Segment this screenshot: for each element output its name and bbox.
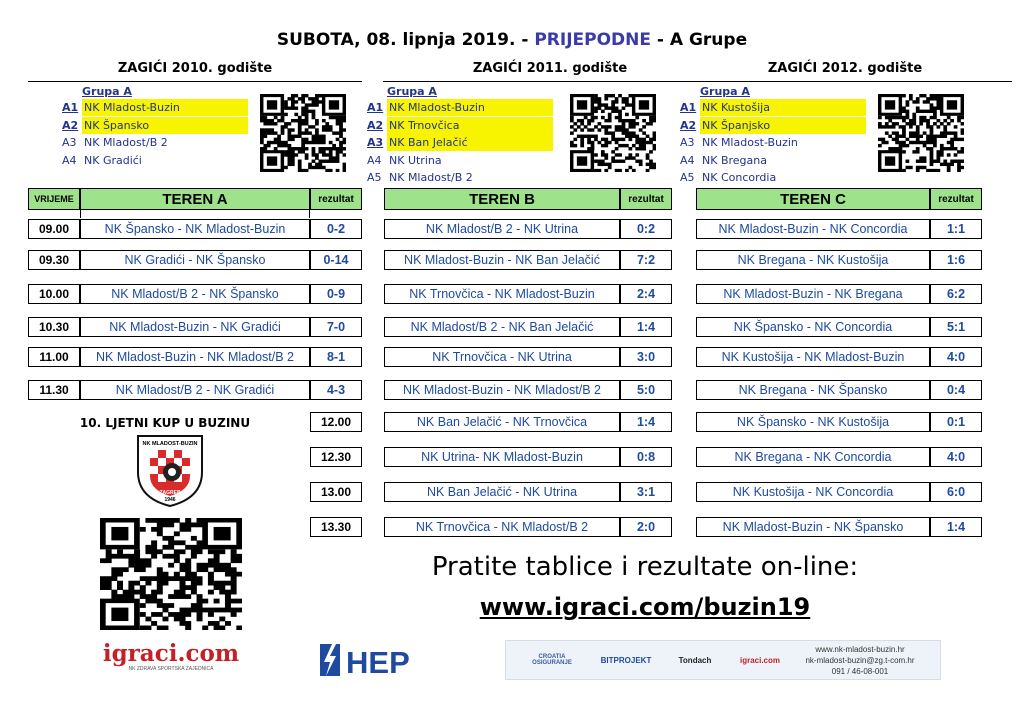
team-code[interactable]: A1 bbox=[367, 101, 384, 115]
team-code[interactable]: A2 bbox=[62, 118, 79, 132]
score-cell: 0-9 bbox=[310, 284, 362, 304]
team-row bbox=[680, 134, 866, 152]
group-list bbox=[680, 85, 866, 187]
team-code[interactable]: A1 bbox=[62, 101, 79, 115]
match-cell: NK Špansko - NK Concordia bbox=[696, 317, 930, 337]
team-row bbox=[62, 99, 248, 117]
title-highlight: PRIJEPODNE bbox=[534, 30, 651, 50]
qr-code-icon[interactable] bbox=[878, 94, 964, 172]
sponsor-igraci[interactable]: igraci.com bbox=[739, 655, 780, 665]
team-row bbox=[62, 134, 248, 152]
table-row bbox=[80, 219, 362, 239]
result-column-header: rezultat bbox=[930, 188, 982, 210]
match-cell: NK Trnovčica - NK Mladost/B 2 bbox=[384, 517, 620, 537]
team-code[interactable]: A2 bbox=[680, 118, 697, 132]
team-name: NK Mladost/B 2 bbox=[389, 171, 473, 185]
promo-line: Pratite tablice i rezultate on-line: bbox=[431, 552, 859, 582]
crest-top-text: NK MLADOST-BUZIN bbox=[142, 441, 198, 447]
team-name: NK Mladost-Buzin bbox=[82, 99, 248, 116]
team-code: A5 bbox=[680, 171, 695, 185]
time-slot bbox=[310, 517, 362, 537]
time-slot bbox=[28, 284, 80, 304]
team-name: NK Ban Jelačić bbox=[387, 134, 553, 151]
table-row bbox=[696, 412, 982, 432]
score-cell: 3:0 bbox=[620, 347, 672, 367]
score-cell: 1:6 bbox=[930, 250, 982, 270]
match-cell: NK Ban Jelačić - NK Utrina bbox=[384, 482, 620, 502]
time-cell: 10.30 bbox=[28, 317, 80, 337]
time-cell: 09.00 bbox=[28, 219, 80, 239]
table-row bbox=[696, 380, 982, 400]
table-row bbox=[696, 447, 982, 467]
team-row bbox=[367, 169, 553, 187]
field-b-title: TEREN B bbox=[384, 188, 620, 210]
match-cell: NK Mladost-Buzin - NK Mladost/B 2 bbox=[384, 380, 620, 400]
score-cell: 0:4 bbox=[930, 380, 982, 400]
time-cell: 13.30 bbox=[310, 517, 362, 537]
score-cell: 7-0 bbox=[310, 317, 362, 337]
team-code: A4 bbox=[367, 153, 382, 167]
table-row bbox=[80, 347, 362, 367]
qr-code-icon[interactable] bbox=[570, 94, 656, 172]
team-row bbox=[367, 99, 553, 117]
big-qr-code-icon[interactable] bbox=[100, 518, 242, 630]
time-cell: 12.00 bbox=[310, 412, 362, 432]
team-row bbox=[367, 134, 553, 152]
match-cell: NK Trnovčica - NK Utrina bbox=[384, 347, 620, 367]
match-cell: NK Mladost/B 2 - NK Špansko bbox=[80, 284, 310, 304]
table-row bbox=[696, 250, 982, 270]
table-row bbox=[384, 284, 672, 304]
group-title: Grupa A bbox=[700, 85, 750, 98]
match-cell: NK Mladost-Buzin - NK Špansko bbox=[696, 517, 930, 537]
match-cell: NK Mladost/B 2 - NK Gradići bbox=[80, 380, 310, 400]
score-cell: 2:4 bbox=[620, 284, 672, 304]
igraci-subtitle: NK ZDRAVA SPORTSKA ZAJEDNICA bbox=[128, 666, 214, 672]
match-cell: NK Ban Jelačić - NK Trnovčica bbox=[384, 412, 620, 432]
team-name: NK Gradići bbox=[84, 153, 142, 167]
age-group-heading-2012: ZAGIĆI 2012. godište bbox=[678, 61, 1012, 82]
table-row bbox=[696, 317, 982, 337]
time-slot bbox=[28, 380, 80, 400]
match-cell: NK Bregana - NK Špansko bbox=[696, 380, 930, 400]
igraci-logo[interactable]: igraci.com bbox=[102, 640, 240, 667]
table-row bbox=[696, 517, 982, 537]
time-cell: 10.00 bbox=[28, 284, 80, 304]
match-cell: NK Mladost/B 2 - NK Utrina bbox=[384, 219, 620, 239]
table-row bbox=[384, 250, 672, 270]
time-cell: 13.00 bbox=[310, 482, 362, 502]
title-suffix: - A Grupe bbox=[656, 30, 748, 50]
table-row bbox=[384, 347, 672, 367]
match-cell: NK Bregana - NK Kustošija bbox=[696, 250, 930, 270]
score-cell: 6:2 bbox=[930, 284, 982, 304]
age-group-heading-2011: ZAGIĆI 2011. godište bbox=[383, 61, 717, 82]
match-cell: NK Kustošija - NK Mladost-Buzin bbox=[696, 347, 930, 367]
hep-logo[interactable] bbox=[318, 640, 448, 680]
score-cell: 4-3 bbox=[310, 380, 362, 400]
crest-bottom-text: ZAGREB bbox=[159, 490, 181, 496]
match-cell: NK Mladost-Buzin - NK Gradići bbox=[80, 317, 310, 337]
table-row bbox=[80, 380, 362, 400]
team-code: A3 bbox=[680, 136, 695, 150]
team-code[interactable]: A3 bbox=[367, 136, 384, 150]
field-c-header bbox=[696, 188, 982, 210]
team-name: NK Mladost-Buzin bbox=[702, 136, 798, 150]
match-cell: NK Špansko - NK Mladost-Buzin bbox=[80, 219, 310, 239]
sponsor-bitprojekt[interactable]: BITPROJEKT bbox=[600, 655, 652, 665]
match-cell: NK Špansko - NK Kustošija bbox=[696, 412, 930, 432]
team-code: A5 bbox=[367, 171, 382, 185]
promo-url-link[interactable]: www.igraci.com/buzin19 bbox=[479, 593, 811, 621]
team-code: A3 bbox=[62, 136, 77, 150]
table-row bbox=[384, 317, 672, 337]
team-row bbox=[680, 99, 866, 117]
table-row bbox=[696, 347, 982, 367]
match-cell: NK Kustošija - NK Concordia bbox=[696, 482, 930, 502]
result-column-header: rezultat bbox=[310, 188, 362, 210]
sponsor-bar bbox=[505, 640, 941, 680]
cup-title: 10. LJETNI KUP U BUZINU bbox=[79, 416, 251, 430]
table-row bbox=[80, 250, 362, 270]
field-a-title: TEREN A bbox=[80, 188, 310, 210]
time-slot bbox=[28, 347, 80, 367]
time-cell: 12.30 bbox=[310, 447, 362, 467]
score-cell: 5:1 bbox=[930, 317, 982, 337]
group-title: Grupa A bbox=[82, 85, 132, 98]
time-slot bbox=[28, 250, 80, 270]
table-row bbox=[80, 284, 362, 304]
sponsor-croatia[interactable]: CROATIA OSIGURANJE bbox=[532, 654, 572, 666]
match-cell: NK Gradići - NK Špansko bbox=[80, 250, 310, 270]
team-row bbox=[367, 152, 553, 170]
time-slot bbox=[28, 317, 80, 337]
team-name: NK Concordia bbox=[702, 171, 777, 185]
score-cell: 0:1 bbox=[930, 412, 982, 432]
club-crest-icon bbox=[130, 432, 210, 508]
page-title bbox=[0, 30, 1024, 50]
team-name: NK Utrina bbox=[389, 153, 442, 167]
team-name: NK Kustošija bbox=[700, 99, 866, 116]
score-cell: 3:1 bbox=[620, 482, 672, 502]
table-row bbox=[696, 482, 982, 502]
time-cell: 09.30 bbox=[28, 250, 80, 270]
score-cell: 1:4 bbox=[620, 317, 672, 337]
match-cell: NK Bregana - NK Concordia bbox=[696, 447, 930, 467]
score-cell: 7:2 bbox=[620, 250, 672, 270]
time-cell: 11.30 bbox=[28, 380, 80, 400]
header-connector bbox=[80, 210, 310, 218]
team-code: A4 bbox=[62, 153, 77, 167]
time-slot bbox=[310, 412, 362, 432]
team-name: NK Mladost/B 2 bbox=[84, 136, 168, 150]
contact-website[interactable]: www.nk-mladost-buzin.hr bbox=[815, 644, 905, 654]
match-cell: NK Mladost/B 2 - NK Ban Jelačić bbox=[384, 317, 620, 337]
table-row bbox=[384, 517, 672, 537]
match-cell: NK Utrina- NK Mladost-Buzin bbox=[384, 447, 620, 467]
table-row bbox=[696, 284, 982, 304]
score-cell: 1:1 bbox=[930, 219, 982, 239]
score-cell: 6:0 bbox=[930, 482, 982, 502]
score-cell: 4:0 bbox=[930, 447, 982, 467]
match-cell: NK Mladost-Buzin - NK Bregana bbox=[696, 284, 930, 304]
contact-phone: 091 / 46-08-001 bbox=[831, 666, 889, 676]
table-row bbox=[384, 219, 672, 239]
score-cell: 4:0 bbox=[930, 347, 982, 367]
team-name: NK Trnovčica bbox=[387, 117, 553, 134]
field-b-header bbox=[384, 188, 672, 210]
qr-code-icon[interactable] bbox=[260, 94, 346, 172]
team-name: NK Bregana bbox=[702, 153, 767, 167]
contact-email[interactable]: nk-mladost-buzin@zg.t-com.hr bbox=[805, 655, 915, 665]
contact-info bbox=[790, 644, 930, 677]
score-cell: 0-14 bbox=[310, 250, 362, 270]
title-prefix: SUBOTA, 08. lipnja 2019. - bbox=[276, 30, 529, 50]
score-cell: 1:4 bbox=[930, 517, 982, 537]
group-title: Grupa A bbox=[387, 85, 437, 98]
field-a-header bbox=[28, 188, 362, 210]
time-cell: 11.00 bbox=[28, 347, 80, 367]
team-name: NK Mladost-Buzin bbox=[387, 99, 553, 116]
time-slot bbox=[28, 219, 80, 239]
score-cell: 0:8 bbox=[620, 447, 672, 467]
age-group-heading-2010: ZAGIĆI 2010. godište bbox=[28, 61, 362, 82]
score-cell: 8-1 bbox=[310, 347, 362, 367]
team-row bbox=[62, 152, 248, 170]
crest-year-text: 1946 bbox=[164, 497, 176, 503]
field-c-title: TEREN C bbox=[696, 188, 930, 210]
match-cell: NK Mladost-Buzin - NK Concordia bbox=[696, 219, 930, 239]
score-cell: 0:2 bbox=[620, 219, 672, 239]
time-slot bbox=[310, 482, 362, 502]
group-list bbox=[367, 85, 553, 187]
team-row bbox=[680, 169, 866, 187]
time-column-header: VRIJEME bbox=[28, 188, 80, 210]
team-row bbox=[680, 117, 866, 135]
team-code: A4 bbox=[680, 153, 695, 167]
team-row bbox=[62, 117, 248, 135]
score-cell: 5:0 bbox=[620, 380, 672, 400]
team-name: NK Španjsko bbox=[700, 117, 866, 134]
team-row bbox=[367, 117, 553, 135]
sponsor-tondach[interactable]: Tondach bbox=[678, 655, 712, 665]
result-column-header: rezultat bbox=[620, 188, 672, 210]
table-row bbox=[384, 482, 672, 502]
team-name: NK Špansko bbox=[82, 117, 248, 134]
table-row bbox=[80, 317, 362, 337]
score-cell: 2:0 bbox=[620, 517, 672, 537]
table-row bbox=[384, 412, 672, 432]
team-code[interactable]: A2 bbox=[367, 118, 384, 132]
team-row bbox=[680, 152, 866, 170]
hep-text: HEP bbox=[346, 645, 410, 680]
table-row bbox=[696, 219, 982, 239]
table-row bbox=[384, 447, 672, 467]
score-cell: 0-2 bbox=[310, 219, 362, 239]
match-cell: NK Trnovčica - NK Mladost-Buzin bbox=[384, 284, 620, 304]
score-cell: 1:4 bbox=[620, 412, 672, 432]
time-slot bbox=[310, 447, 362, 467]
match-cell: NK Mladost-Buzin - NK Ban Jelačić bbox=[384, 250, 620, 270]
group-list bbox=[62, 85, 248, 169]
match-cell: NK Mladost-Buzin - NK Mladost/B 2 bbox=[80, 347, 310, 367]
table-row bbox=[384, 380, 672, 400]
team-code[interactable]: A1 bbox=[680, 101, 697, 115]
